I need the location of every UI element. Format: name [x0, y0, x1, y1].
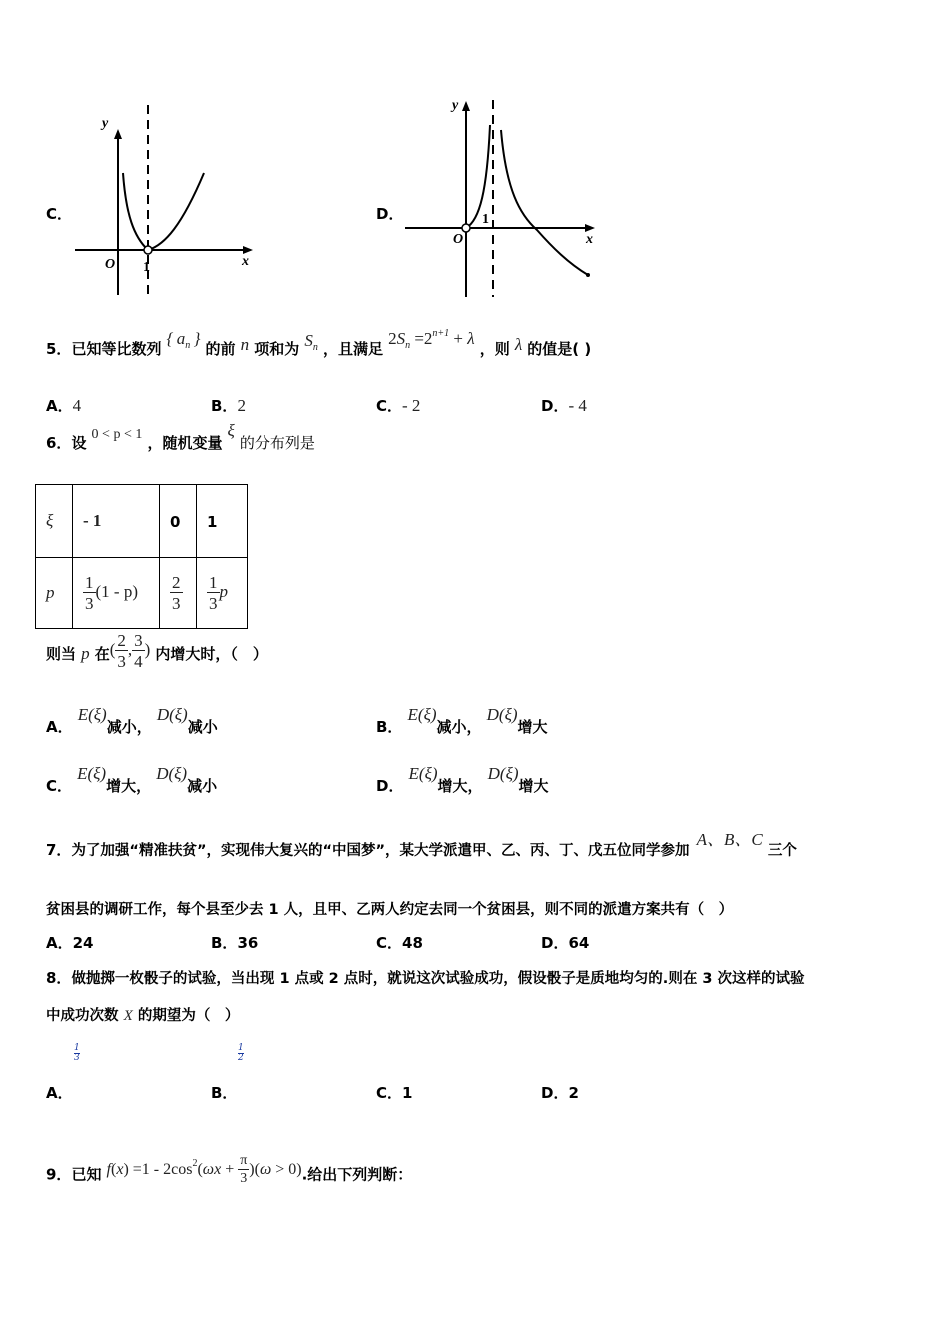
q8-option-b-fraction: 1 2	[238, 1043, 244, 1064]
q9-text-2: .给出下列判断：	[301, 1165, 413, 1184]
q5-option-d[interactable]: D．- 4	[541, 396, 587, 415]
distribution-table	[35, 484, 248, 629]
q6-option-c[interactable]: C． E(ξ)增大， D(ξ)减小	[46, 764, 218, 795]
graph-c-origin-label: O	[105, 257, 116, 272]
q7-number: 7．	[46, 841, 72, 859]
q6-text-2: ，随机变量	[147, 434, 223, 452]
graph-c-one-label: 1	[143, 260, 150, 275]
q5-text-3: 项和为	[254, 340, 300, 358]
q5-text-5: ，则	[479, 340, 510, 358]
q5-text-4: ，且满足	[322, 340, 383, 358]
table-cell: ξ	[36, 485, 73, 558]
q5-text-2: 的前	[205, 340, 236, 358]
q6-cond-text-2: 在	[94, 644, 110, 663]
q7-option-a[interactable]: A．24	[46, 934, 94, 952]
q5-option-b[interactable]: B．2	[211, 396, 246, 415]
q7-text-1-end: 三个	[767, 843, 797, 859]
q8-x: X	[123, 1008, 133, 1024]
q7-text-1: 为了加强“精准扶贫”，实现伟大复兴的“中国梦”，某大学派遣甲、乙、丙、丁、戊五位同学参加	[71, 843, 690, 859]
q5-option-a[interactable]: A．4	[46, 396, 82, 415]
table-cell: - 1	[73, 485, 160, 558]
graph-c-label: C．	[46, 205, 73, 223]
q8-line-2	[46, 1004, 239, 1025]
graph-d-one-label: 1	[482, 212, 489, 227]
q6-stem	[46, 421, 315, 453]
q6-condition: 0 < p < 1	[91, 427, 143, 442]
q5-n: n	[240, 335, 250, 354]
q6-number: 6．	[46, 434, 72, 452]
graph-d	[400, 95, 610, 304]
table-cell: $\frac{2}{3}$	[160, 558, 197, 629]
q9-number: 9．	[46, 1165, 72, 1184]
q5-sn: $S_n$	[304, 331, 318, 353]
q5-condition: $2S_n =2^{n+1} + \lambda$	[388, 328, 475, 351]
q5-number: 5．	[46, 340, 72, 358]
q5-option-c[interactable]: C．- 2	[376, 396, 421, 415]
graph-c-x-label: x	[242, 254, 249, 269]
q6-option-a[interactable]: A． E(ξ)减小， D(ξ)减小	[46, 705, 218, 736]
q9-function: $f(x) =1 - 2\cos^2(\omega x$ + $\frac{\pi}{3}$ )(ω > 0)	[106, 1153, 302, 1186]
q6-cond-text-3: 内增大时，（ ）	[155, 644, 268, 663]
graph-d-origin-label: O	[453, 232, 464, 247]
q8-option-d[interactable]: D．2	[541, 1084, 579, 1102]
q8-text-2b: 的期望为（ ）	[137, 1008, 240, 1024]
q8-option-c[interactable]: C．1	[376, 1084, 413, 1102]
q5-text-1: 已知等比数列	[71, 340, 162, 358]
q6-interval: ( $\frac{2}{3}$ , $\frac{3}{4}$ )	[109, 631, 151, 671]
q7-option-b[interactable]: B．36	[211, 934, 259, 952]
q5-stem	[46, 328, 592, 361]
table-cell: 0	[160, 485, 197, 558]
q8-number: 8．	[46, 969, 72, 987]
table-row	[36, 485, 248, 558]
table-cell: 1	[197, 485, 248, 558]
graph-c	[70, 105, 260, 304]
q6-option-d[interactable]: D． E(ξ)增大， D(ξ)增大	[376, 764, 549, 795]
q9-text-1: 已知	[71, 1165, 102, 1184]
graph-d-x-label: x	[586, 232, 593, 247]
q5-lambda: λ	[514, 335, 523, 354]
q8-line-1	[46, 967, 805, 988]
q5-seq-an: { $a_n$ }	[166, 329, 201, 351]
q8-option-a-fraction: 1 3	[74, 1043, 80, 1064]
q8-text-2a: 中成功次数	[46, 1008, 119, 1024]
q7-line-2: 贫困县的调研工作，每个县至少去 1 人，且甲、乙两人约定去同一个贫困县，则不同的派遣方案共有（ ）	[46, 902, 734, 918]
q7-abc: A、B、C	[696, 830, 763, 849]
graph-d-y-label: y	[452, 98, 459, 113]
q6-p: p	[81, 643, 90, 663]
q6-condition-line	[46, 631, 268, 674]
table-cell: $\frac{1}{3}$ p	[197, 558, 248, 629]
table-row	[36, 558, 248, 629]
graph-d-label: D．	[376, 205, 404, 223]
q7-option-c[interactable]: C．48	[376, 934, 423, 952]
q8-text-1: 做抛掷一枚骰子的试验，当出现 1 点或 2 点时，就说这次试验成功，假设骰子是质地均匀的.则在 3 次这样的试验	[71, 971, 805, 987]
q6-text-3: 的分布列是	[239, 434, 315, 452]
q5-text-6: 的值是( )	[527, 340, 592, 358]
table-cell: p	[36, 558, 73, 629]
q6-option-b[interactable]: B． E(ξ)减小， D(ξ)增大	[376, 705, 548, 736]
graph-c-y-label: y	[102, 116, 109, 131]
q6-xi: ξ	[227, 421, 235, 440]
q6-cond-text-1: 则当	[46, 644, 77, 663]
q6-text-1: 设	[71, 434, 87, 452]
q7-option-d[interactable]: D．64	[541, 934, 590, 952]
q9-stem	[46, 1153, 413, 1192]
table-cell: $\frac{1}{3}$ (1 - p)	[73, 558, 160, 629]
q8-option-a[interactable]: A．	[46, 1084, 73, 1102]
q7-line-1	[46, 830, 797, 860]
q8-option-b[interactable]: B．	[211, 1084, 238, 1102]
